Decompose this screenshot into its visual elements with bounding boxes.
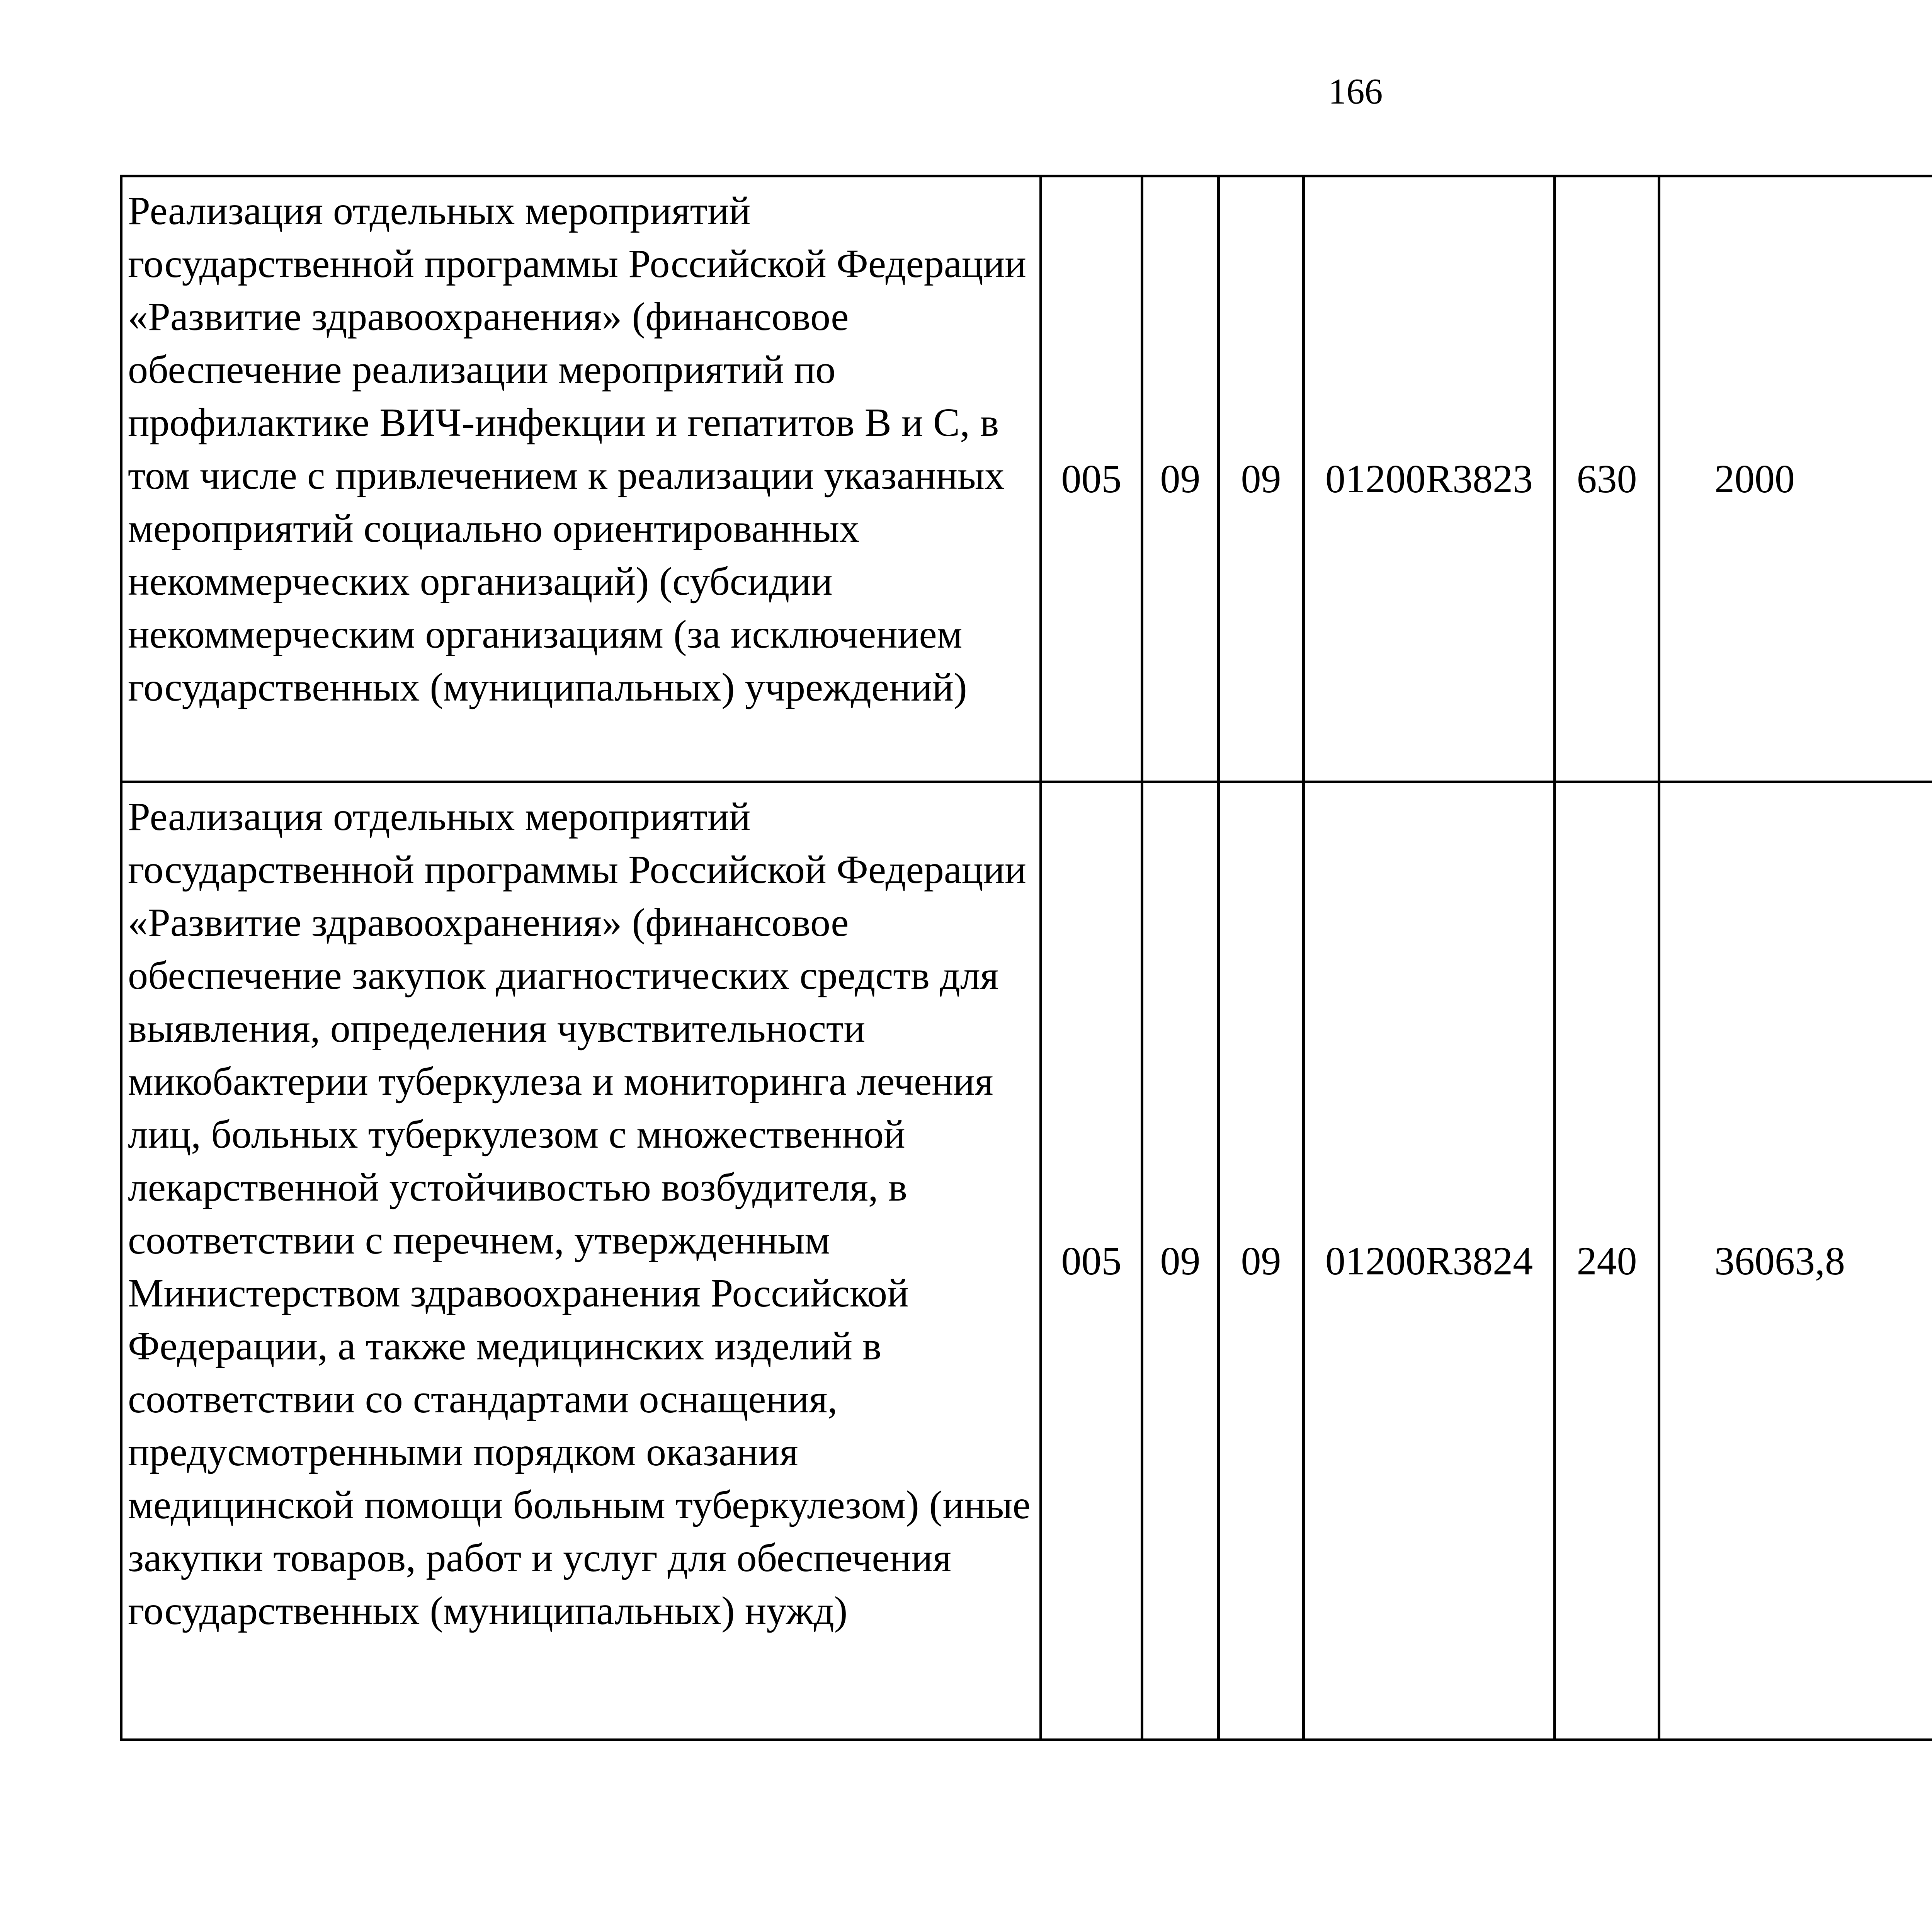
row-description: Реализация отдельных мероприятий государственной программы Российской Федерации «Развитие здравоохранения» (финансовое обеспечение реализации мероприятий по профилактике ВИЧ-инфекции и гепатитов B и C, в том числе с привлечением к реализации указанных мероприятий социально ориентированных некоммерческих организаций) (субсидии некоммерческим организациям (за исключением государственных (муниципальных) учреждений) bbox=[121, 176, 1041, 782]
expense-type-code: 240 bbox=[1555, 782, 1659, 1740]
expense-type-code: 630 bbox=[1555, 176, 1659, 782]
subsection-code: 09 bbox=[1219, 782, 1304, 1740]
target-article-code: 01200R3823 bbox=[1304, 176, 1555, 782]
table-row bbox=[121, 176, 1932, 782]
ministry-code: 005 bbox=[1041, 176, 1142, 782]
section-code: 09 bbox=[1142, 176, 1219, 782]
table-row bbox=[121, 782, 1932, 1740]
ministry-code: 005 bbox=[1041, 782, 1142, 1740]
budget-table bbox=[120, 175, 1932, 1741]
subsection-code: 09 bbox=[1219, 176, 1304, 782]
amount-year-1: 36063,8 bbox=[1659, 782, 1932, 1740]
section-code: 09 bbox=[1142, 782, 1219, 1740]
amount-year-1: 2000 bbox=[1659, 176, 1932, 782]
page-number: 166 bbox=[1328, 71, 1383, 112]
target-article-code: 01200R3824 bbox=[1304, 782, 1555, 1740]
row-description: Реализация отдельных мероприятий государственной программы Российской Федерации «Развитие здравоохранения» (финансовое обеспечение закупок диагностических средств для выявления, определения чувствительности микобактерии туберкулеза и мониторинга лечения лиц, больных туберкулезом с множественной лекарственной устойчивостью возбудителя, в соответствии с перечнем, утвержденным Министерством здравоохранения Российской Федерации, а также медицинских изделий в соответствии со стандартами оснащения, предусмотренными порядком оказания медицинской помощи больным туберкулезом) (иные закупки товаров, работ и услуг для обеспечения государственных (муниципальных) нужд) bbox=[121, 782, 1041, 1740]
